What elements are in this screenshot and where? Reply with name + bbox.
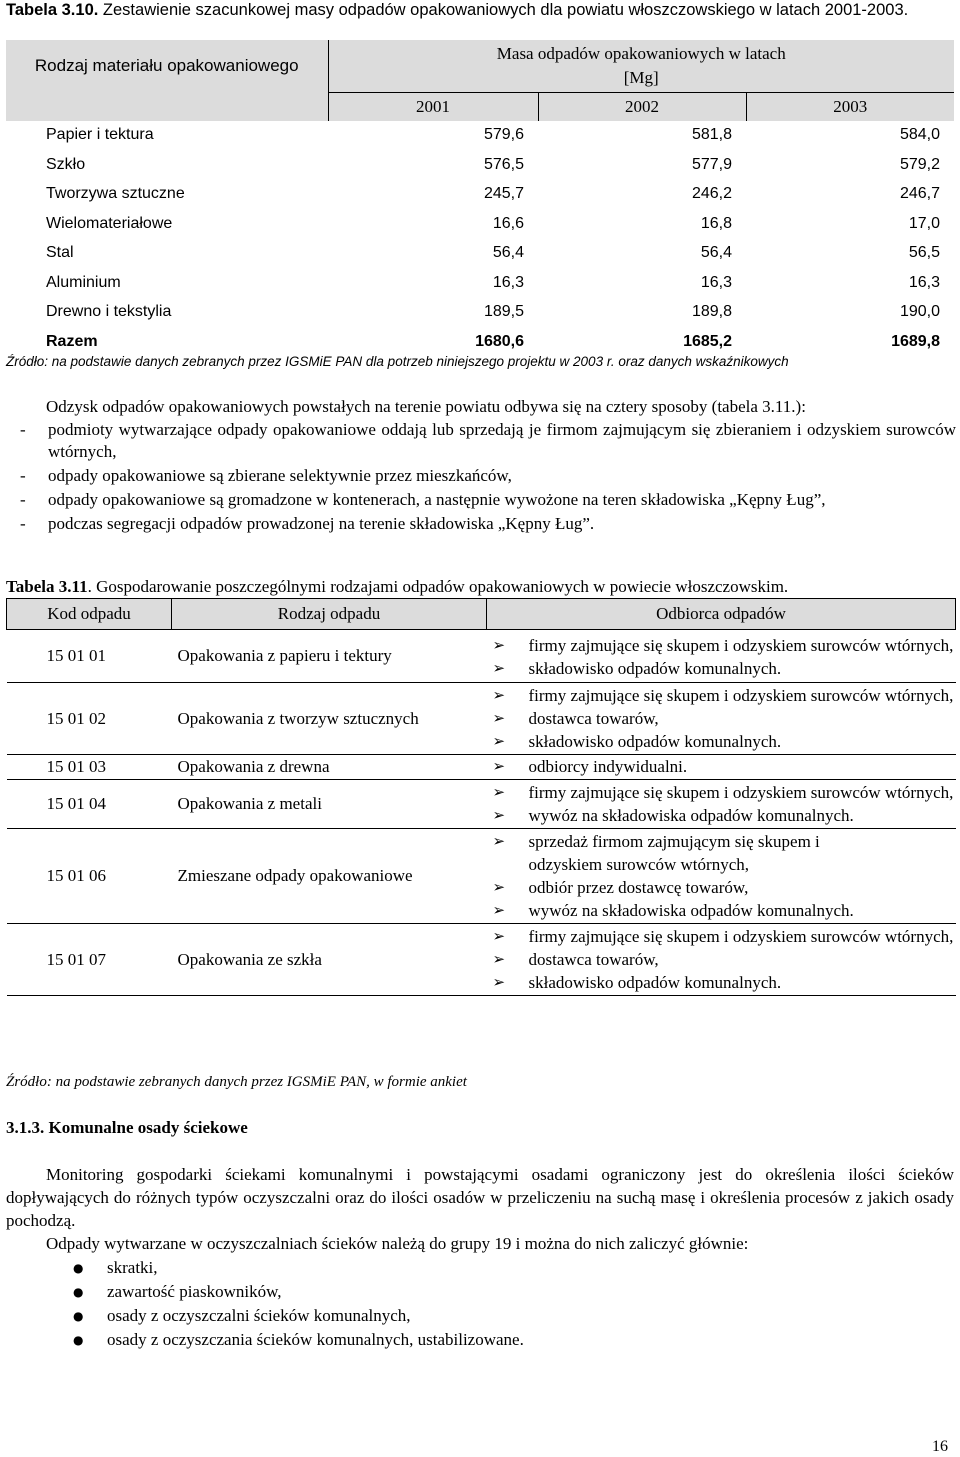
value-2002: 577,9	[691, 155, 732, 173]
total-label: Razem	[46, 332, 98, 350]
waste-kind: Opakowania ze szkła	[172, 924, 487, 996]
value-2001: 56,4	[492, 244, 524, 262]
table-row	[6, 298, 954, 328]
waste-recipients	[487, 755, 956, 780]
list-item: - podmioty wytwarzające odpady opakowaniowe oddają lub sprzedają je firmom zajmującym się zbieraniem i odzyskiem surowców wtórnych,	[18, 419, 956, 463]
table-total-row	[6, 327, 954, 357]
value-2003: 246,7	[899, 185, 940, 203]
recipient-item: ➢ wywóz na składowiska odpadów komunalnych.	[493, 899, 956, 922]
waste-recipients	[487, 780, 956, 829]
total-2001: 1680,6	[475, 332, 524, 350]
table1-caption-label: Tabela 3.10.	[6, 1, 99, 19]
section-paragraph-1: Monitoring gospodarki ściekami komunalnymi i powstającymi osadami ograniczony jest do określenia ilości ścieków dopływających do różnych typów oczyszczalni oraz do ilości osadów w przeliczeniu na suchą masę i określenia procesów z jakich osady pochodzą.	[6, 1165, 954, 1230]
recipient-item: ➢ wywóz na składowiska odpadów komunalnych.	[493, 804, 956, 827]
waste-recipients	[487, 630, 956, 683]
material-name: Szkło	[46, 155, 86, 173]
section-heading: 3.1.3. Komunalne osady ściekowe	[6, 1118, 248, 1137]
header-mass-title: Masa odpadów opakowaniowych w latach	[496, 44, 786, 63]
waste-kind: Zmieszane odpady opakowaniowe	[172, 829, 487, 924]
year-2003: 2003	[746, 92, 954, 121]
material-name: Wielomateriałowe	[46, 214, 173, 232]
waste-code: 15 01 04	[7, 780, 172, 829]
table-row	[6, 180, 954, 210]
material-name: Papier i tektura	[46, 126, 154, 144]
table-row	[6, 121, 954, 151]
header-recipient: Odbiorca odpadów	[487, 599, 956, 630]
value-2003: 190,0	[899, 303, 940, 321]
value-2001: 189,5	[483, 303, 524, 321]
table2-source: Źródło: na podstawie zebranych danych przez IGSMiE PAN, w formie ankiet	[6, 1074, 467, 1090]
value-2003: 56,5	[908, 244, 940, 262]
page-number: 16	[932, 1438, 948, 1455]
material-name: Tworzywa sztuczne	[46, 185, 185, 203]
waste-kind: Opakowania z tworzyw sztucznych	[172, 683, 487, 755]
material-name: Drewno i tekstylia	[46, 303, 172, 321]
header-kind: Rodzaj odpadu	[172, 599, 487, 630]
list-item: - odpady opakowaniowe są zbierane selektywnie przez mieszkańców,	[18, 465, 956, 487]
table-row	[6, 268, 954, 298]
material-name: Aluminium	[46, 273, 121, 291]
waste-kind: Opakowania z papieru i tektury	[172, 630, 487, 683]
table1-caption-text: Zestawienie szacunkowej masy odpadów opakowaniowych dla powiatu włoszczowskiego w latach 2001-2003.	[98, 1, 909, 19]
list-item: ● osady z oczyszczania ścieków komunalnych, ustabilizowane.	[73, 1328, 953, 1352]
waste-code: 15 01 06	[7, 829, 172, 924]
recovery-section	[46, 396, 956, 418]
table2-caption-label: Tabela 3.11	[6, 577, 88, 596]
value-2002: 56,4	[700, 244, 732, 262]
header-material: Rodzaj materiału opakowaniowego	[6, 40, 328, 92]
recovery-list	[46, 419, 956, 535]
table-row	[6, 150, 954, 180]
material-name: Stal	[46, 244, 74, 262]
recipient-item: ➢ składowisko odpadów komunalnych.	[493, 730, 956, 753]
value-2001: 16,6	[492, 214, 524, 232]
total-2003: 1689,8	[891, 332, 940, 350]
value-2001: 576,5	[483, 155, 524, 173]
recipient-item: ➢ składowisko odpadów komunalnych.	[493, 657, 956, 680]
recipient-item: ➢ odbiór przez dostawcę towarów,	[493, 876, 956, 899]
list-item: ● skratki,	[73, 1256, 953, 1280]
recipient-item: ➢ firmy zajmujące się skupem i odzyskiem surowców wtórnych,	[493, 925, 956, 948]
table-row	[7, 924, 956, 996]
section-paragraph-2: Odpady wytwarzane w oczyszczalniach ścieków należą do grupy 19 i można do nich zaliczyć głównie:	[46, 1234, 749, 1253]
value-2002: 189,8	[691, 303, 732, 321]
waste-recipients	[487, 829, 956, 924]
list-item: ● zawartość piaskowników,	[73, 1280, 953, 1304]
table-packaging-waste-mass	[6, 40, 954, 357]
header-mass-unit: [Mg]	[623, 68, 659, 87]
value-2001: 245,7	[483, 185, 524, 203]
list-item: ● osady z oczyszczalni ścieków komunalnych,	[73, 1304, 953, 1328]
table-row	[6, 209, 954, 239]
value-2001: 579,6	[483, 126, 524, 144]
table-row	[7, 683, 956, 755]
recipient-item: ➢ firmy zajmujące się skupem i odzyskiem surowców wtórnych,	[493, 634, 956, 657]
value-2002: 16,3	[700, 273, 732, 291]
recovery-intro: Odzysk odpadów opakowaniowych powstałych na terenie powiatu odbywa się na cztery sposoby (tabela 3.11.):	[46, 397, 806, 416]
value-2002: 581,8	[691, 126, 732, 144]
table-row	[7, 630, 956, 683]
value-2003: 584,0	[899, 126, 940, 144]
recipient-item: ➢ odbiorcy indywidualni.	[493, 755, 956, 778]
waste-kind: Opakowania z drewna	[172, 755, 487, 780]
recipient-item: ➢ firmy zajmujące się skupem i odzyskiem surowców wtórnych,	[493, 781, 956, 804]
total-2002: 1685,2	[683, 332, 732, 350]
value-2003: 579,2	[899, 155, 940, 173]
recipient-item: ➢ składowisko odpadów komunalnych.	[493, 971, 956, 994]
section-bullet-list	[73, 1256, 953, 1352]
waste-code: 15 01 03	[7, 755, 172, 780]
table-row	[7, 755, 956, 780]
table1-caption	[6, 0, 956, 20]
table-waste-management	[6, 598, 956, 996]
table-row	[7, 829, 956, 924]
year-2002: 2002	[538, 92, 746, 121]
value-2001: 16,3	[492, 273, 524, 291]
waste-recipients	[487, 683, 956, 755]
year-2001: 2001	[328, 92, 538, 121]
table2-caption	[6, 577, 956, 597]
value-2002: 16,8	[700, 214, 732, 232]
recipient-item: ➢ firmy zajmujące się skupem i odzyskiem surowców wtórnych,	[493, 684, 956, 707]
waste-code: 15 01 07	[7, 924, 172, 996]
list-item: - podczas segregacji odpadów prowadzonej na terenie składowiska „Kępny Ług”.	[18, 513, 956, 535]
list-item: - odpady opakowaniowe są gromadzone w kontenerach, a następnie wywożone na teren składowiska „Kępny Ług”,	[18, 489, 956, 511]
header-code: Kod odpadu	[7, 599, 172, 630]
value-2002: 246,2	[691, 185, 732, 203]
waste-recipients	[487, 924, 956, 996]
recipient-item: ➢ dostawca towarów,	[493, 707, 956, 730]
waste-code: 15 01 02	[7, 683, 172, 755]
table-row	[6, 239, 954, 269]
table2-caption-text: . Gospodarowanie poszczególnymi rodzajami odpadów opakowaniowych w powiecie włoszczowskim.	[87, 577, 789, 596]
recipient-item: ➢ sprzedaż firmom zajmującym się skupem i odzyskiem surowców wtórnych,	[493, 830, 956, 876]
waste-kind: Opakowania z metali	[172, 780, 487, 829]
waste-code: 15 01 01	[7, 630, 172, 683]
header-mass	[328, 40, 954, 92]
value-2003: 17,0	[908, 214, 940, 232]
table-row	[7, 780, 956, 829]
recipient-item: ➢ dostawca towarów,	[493, 948, 956, 971]
table1-source: Źródło: na podstawie danych zebranych przez IGSMiE PAN dla potrzeb niniejszego projektu w 2003 r. oraz danych wskaźnikowych	[6, 354, 789, 369]
value-2003: 16,3	[908, 273, 940, 291]
